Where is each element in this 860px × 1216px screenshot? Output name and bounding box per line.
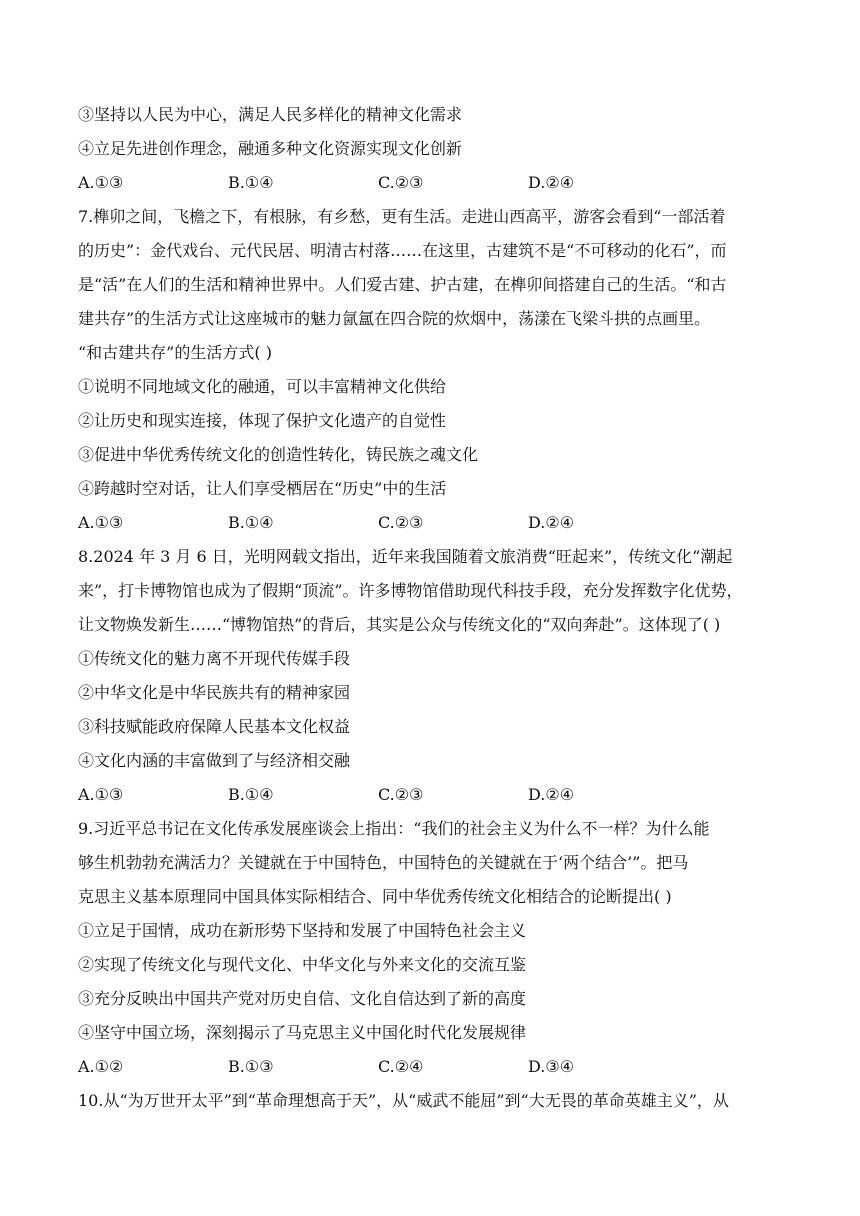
q8-choice-c: C.②③ (378, 785, 424, 804)
q7-choice-a: A.①③ (78, 513, 124, 532)
q9-choice-a: A.①② (78, 1057, 124, 1076)
q9-stem-line: 够生机勃勃充满活力？关键就在于中国特色，中国特色的关键就在于‘两个结合’”。把马 (78, 853, 689, 872)
q9-choices (78, 1055, 790, 1079)
q7-stem-line: 7.榫卯之间，飞檐之下，有根脉，有乡愁，更有生活。走进山西高平，游客会看到“一部活着 (78, 207, 726, 226)
q7-question-prompt: “和古建共存”的生活方式( ) (78, 343, 272, 362)
q8-stem-line: 来”，打卡博物馆也成为了假期“顶流”。许多博物馆借助现代科技手段，充分发挥数字化优势， (78, 581, 743, 600)
q8-choices (78, 783, 790, 807)
q6-choice-b: B.①④ (228, 173, 274, 192)
q7-stem-line: 建共存”的生活方式让这座城市的魅力氤氲在四合院的炊烟中，荡漾在飞梁斗拱的点画里。 (78, 309, 711, 328)
q7-stem-line: 是“活”在人们的生活和精神世界中。人们爱古建、护古建，在榫卯间搭建自己的生活。“和古 (78, 275, 727, 294)
q6-choice-a: A.①③ (78, 173, 124, 192)
q9-option-3: ③充分反映出中国共产党对历史自信、文化自信达到了新的高度 (78, 989, 527, 1008)
q7-choice-b: B.①④ (228, 513, 274, 532)
q9-option-4: ④坚守中国立场，深刻揭示了马克思主义中国化时代化发展规律 (78, 1023, 527, 1042)
q7-option-4: ④跨越时空对话，让人们享受栖居在“历史”中的生活 (78, 479, 447, 498)
q8-option-1: ①传统文化的魅力离不开现代传媒手段 (78, 649, 351, 668)
q8-choice-d: D.②④ (528, 785, 575, 804)
q8-choice-a: A.①③ (78, 785, 124, 804)
q6-choice-d: D.②④ (528, 173, 575, 192)
q9-choice-d: D.③④ (528, 1057, 575, 1076)
q6-option-4: ④立足先进创作理念，融通多种文化资源实现文化创新 (78, 139, 463, 158)
q8-stem-line: 让文物焕发新生……“博物馆热”的背后，其实是公众与传统文化的“双向奔赴”。这体现了( ) (78, 615, 721, 634)
q10-stem-line: 10.从“为万世开太平”到“革命理想高于天”，从“威武不能屈”到“大无畏的革命英雄主义”，从 (78, 1091, 729, 1110)
q8-option-3: ③科技赋能政府保障人民基本文化权益 (78, 717, 351, 736)
q6-choices (78, 171, 790, 195)
q8-option-4: ④文化内涵的丰富做到了与经济相交融 (78, 751, 351, 770)
q9-choice-b: B.①③ (228, 1057, 274, 1076)
q6-choice-c: C.②③ (378, 173, 424, 192)
q9-choice-c: C.②④ (378, 1057, 424, 1076)
q9-option-2: ②实现了传统文化与现代文化、中华文化与外来文化的交流互鉴 (78, 955, 527, 974)
q8-choice-b: B.①④ (228, 785, 274, 804)
q7-option-3: ③促进中华优秀传统文化的创造性转化，铸民族之魂文化 (78, 445, 479, 464)
q7-stem-line: 的历史”：金代戏台、元代民居、明清古村落……在这里，古建筑不是“不可移动的化石”，而 (78, 241, 727, 260)
q8-option-2: ②中华文化是中华民族共有的精神家园 (78, 683, 351, 702)
q9-stem-line: 9.习近平总书记在文化传承发展座谈会上指出：“我们的社会主义为什么不一样？为什么能 (78, 819, 710, 838)
q9-option-1: ①立足于国情，成功在新形势下坚持和发展了中国特色社会主义 (78, 921, 527, 940)
q7-choice-c: C.②③ (378, 513, 424, 532)
q9-stem-line: 克思主义基本原理同中国具体实际相结合、同中华优秀传统文化相结合的论断提出( ) (78, 887, 672, 906)
q6-option-3: ③坚持以人民为中心，满足人民多样化的精神文化需求 (78, 105, 463, 124)
q7-choices (78, 511, 790, 535)
q7-choice-d: D.②④ (528, 513, 575, 532)
q8-stem-line: 8.2024 年 3 月 6 日，光明网载文指出，近年来我国随着文旅消费“旺起来”，传统文化“潮起 (78, 547, 733, 566)
q7-option-1: ①说明不同地域文化的融通，可以丰富精神文化供给 (78, 377, 447, 396)
q7-option-2: ②让历史和现实连接，体现了保护文化遗产的自觉性 (78, 411, 447, 430)
